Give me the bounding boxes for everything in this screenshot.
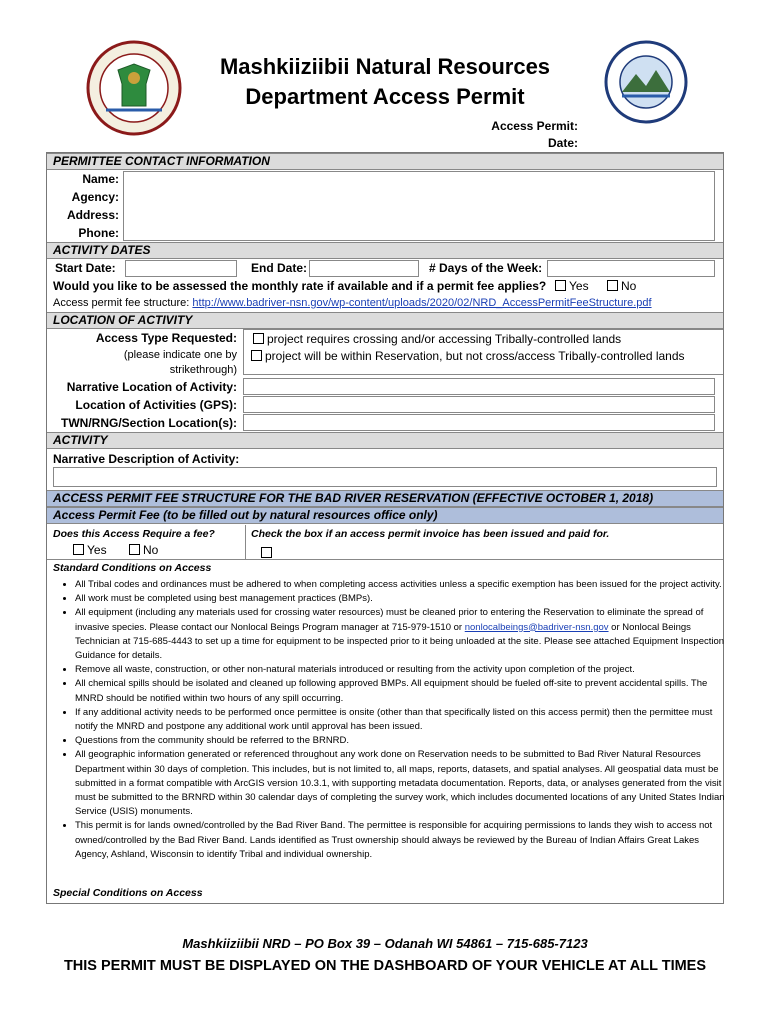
monthly-rate-question: Would you like to be assessed the monthly rate if available and if a permit fee applies?	[53, 279, 547, 293]
narrative-location-field[interactable]	[243, 378, 715, 395]
access-option-2-checkbox[interactable]	[251, 350, 262, 361]
gps-field[interactable]	[243, 396, 715, 413]
days-field[interactable]	[547, 260, 715, 277]
condition-item: • Remove all waste, construction, or other non-natural materials introduced or resulting from the activity upon completion of the project.	[75, 663, 730, 677]
fee-no-option[interactable]	[129, 543, 158, 557]
monthly-yes-option[interactable]	[555, 279, 589, 293]
footer-address: Mashkiiziibii NRD – PO Box 39 – Odanah WI 54861 – 715-685-7123	[182, 936, 588, 951]
name-label: Name:	[82, 172, 119, 186]
condition-item: • All work must be completed using best management practices (BMPs).	[75, 592, 730, 606]
fee-yes-option[interactable]	[73, 543, 107, 557]
start-date-field[interactable]	[125, 260, 237, 277]
fee-structure-label: Access permit fee structure:	[53, 297, 190, 309]
monthly-no-checkbox[interactable]	[607, 280, 618, 291]
twn-label: TWN/RNG/Section Location(s):	[61, 416, 237, 430]
monthly-no-option[interactable]	[607, 279, 636, 293]
right-seal-logo	[604, 40, 688, 124]
fee-bottom-line	[47, 559, 723, 560]
date-label: Date:	[547, 136, 578, 150]
twn-field[interactable]	[243, 414, 715, 431]
narrative-description-label: Narrative Description of Activity:	[53, 452, 240, 466]
invoice-question: Check the box if an access permit invoice has been issued and paid for.	[251, 528, 610, 540]
phone-label: Phone:	[78, 226, 119, 240]
require-fee-question: Does this Access Require a fee?	[53, 528, 215, 540]
section-activity-dates: ACTIVITY DATES	[47, 242, 723, 259]
left-seal-logo	[86, 40, 182, 136]
fee-yes-checkbox[interactable]	[73, 544, 84, 555]
end-date-label: End Date:	[251, 261, 308, 275]
condition-item: • All geographic information generated or referenced throughout any work done on Reservation needs to be submitted to Bad River Natural Resources Department within 30 days of completion. This includes, but is not limited to, all maps, reports, datasets, and spatial analyses. All geospatial data must be submitted in a format compatible with ArcGIS version 10.3.1, with supporting metadata documentation. Reports, data, or analyses generated from the visit must be submitted to the BRNRD within 30 calendar days of completing the survey work, which includes documented locations of any United States Indian Service (USIS) monuments.	[75, 748, 730, 819]
narrative-location-label: Narrative Location of Activity:	[66, 380, 237, 394]
fee-divider	[245, 525, 246, 559]
condition-text: All equipment (including any materials used for crossing water resources) must be cleaned prior to entering the Reservation to eliminate the spread of invasive species. Please contact our Nonlocal Beings Program manager at 715-979-1510 or	[75, 607, 704, 633]
page-title-line2: Department Access Permit	[245, 84, 525, 109]
fee-structure-title: ACCESS PERMIT FEE STRUCTURE FOR THE BAD RIVER RESERVATION (EFFECTIVE OCTOBER 1, 2018)	[47, 490, 723, 507]
access-type-hint2: strikethrough)	[169, 364, 237, 376]
days-label: # Days of the Week:	[429, 261, 543, 275]
section-activity: ACTIVITY	[47, 432, 723, 449]
gps-label: Location of Activities (GPS):	[75, 398, 237, 412]
access-type-hint: (please indicate one by	[123, 349, 237, 361]
fee-structure-link[interactable]: http://www.badriver-nsn.gov/wp-content/uploads/2020/02/NRD_AccessPermitFeeStructure.pdf	[192, 297, 652, 309]
monthly-yes-label: Yes	[569, 279, 589, 293]
standard-conditions-title: Standard Conditions on Access	[53, 562, 212, 574]
fee-no-label: No	[143, 543, 159, 557]
address-label: Address:	[66, 208, 119, 222]
monthly-yes-checkbox[interactable]	[555, 280, 566, 291]
permit-form	[46, 152, 724, 904]
fee-structure-line	[53, 297, 652, 309]
section-permittee: PERMITTEE CONTACT INFORMATION	[47, 153, 723, 170]
access-permit-label: Access Permit:	[491, 119, 578, 133]
access-option-1[interactable]	[253, 332, 621, 346]
narrative-description-field[interactable]	[53, 467, 717, 487]
fee-no-checkbox[interactable]	[129, 544, 140, 555]
page-title-line1: Mashkiiziibii Natural Resources	[219, 54, 551, 79]
fee-yes-label: Yes	[87, 543, 107, 557]
access-type-label: Access Type Requested:	[95, 331, 237, 345]
condition-item: • All Tribal codes and ordinances must be adhered to when completing access activities unless a specific exemption has been issued for the project activity.	[75, 578, 730, 592]
nonlocal-beings-email-link[interactable]: nonlocalbeings@badriver-nsn.gov	[464, 621, 609, 633]
access-option-2[interactable]	[251, 349, 685, 363]
condition-text-tail: or Nonlocal Beings Technician at 715-685-4443 to set up a time for equipment to be inspected prior to it being unloaded at the site. Please see attached Equipment Inspection Guidance for details.	[75, 621, 725, 662]
special-conditions-title: Special Conditions on Access	[53, 887, 203, 899]
end-date-field[interactable]	[309, 260, 419, 277]
start-date-label: Start Date:	[55, 261, 116, 275]
access-option-1-label: project requires crossing and/or accessing Tribally-controlled lands	[267, 332, 622, 346]
condition-item	[75, 606, 730, 663]
footer-notice: THIS PERMIT MUST BE DISPLAYED ON THE DASHBOARD OF YOUR VEHICLE AT ALL TIMES	[63, 958, 707, 974]
access-option-1-checkbox[interactable]	[253, 333, 264, 344]
permittee-fields[interactable]	[123, 171, 715, 241]
section-location: LOCATION OF ACTIVITY	[47, 312, 723, 329]
condition-item: • This permit is for lands owned/controlled by the Bad River Band. The permittee is responsible for acquiring permissions to lands they wish to access not owned/controlled by the Bad River Band. Lands identified as Trust ownership should always be reviewed by the Bureau of Indian Affairs Great Lakes Agency, Ashland, Wisconsin to identify Tribal and individual ownership.	[75, 819, 730, 862]
condition-item: • Questions from the community should be referred to the BRNRD.	[75, 734, 730, 748]
standard-conditions-list	[61, 578, 730, 862]
condition-item: • All chemical spills should be isolated and cleaned up following approved BMPs. All equipment should be fueled off-site to prevent accidental spills. The MNRD should be notified within two hours of any spill occurring.	[75, 677, 730, 705]
agency-label: Agency:	[71, 190, 119, 204]
access-option-2-label: project will be within Reservation, but not cross/access Tribally-controlled lands	[265, 349, 685, 363]
monthly-no-label: No	[621, 279, 637, 293]
condition-item: • If any additional activity needs to be performed once permittee is onsite (other than that specifically listed on this access permit) then the permittee must notify the MNRD and postpone any additional work until approval has been issued.	[75, 706, 730, 734]
fee-title: Access Permit Fee (to be filled out by natural resources office only)	[47, 507, 723, 524]
